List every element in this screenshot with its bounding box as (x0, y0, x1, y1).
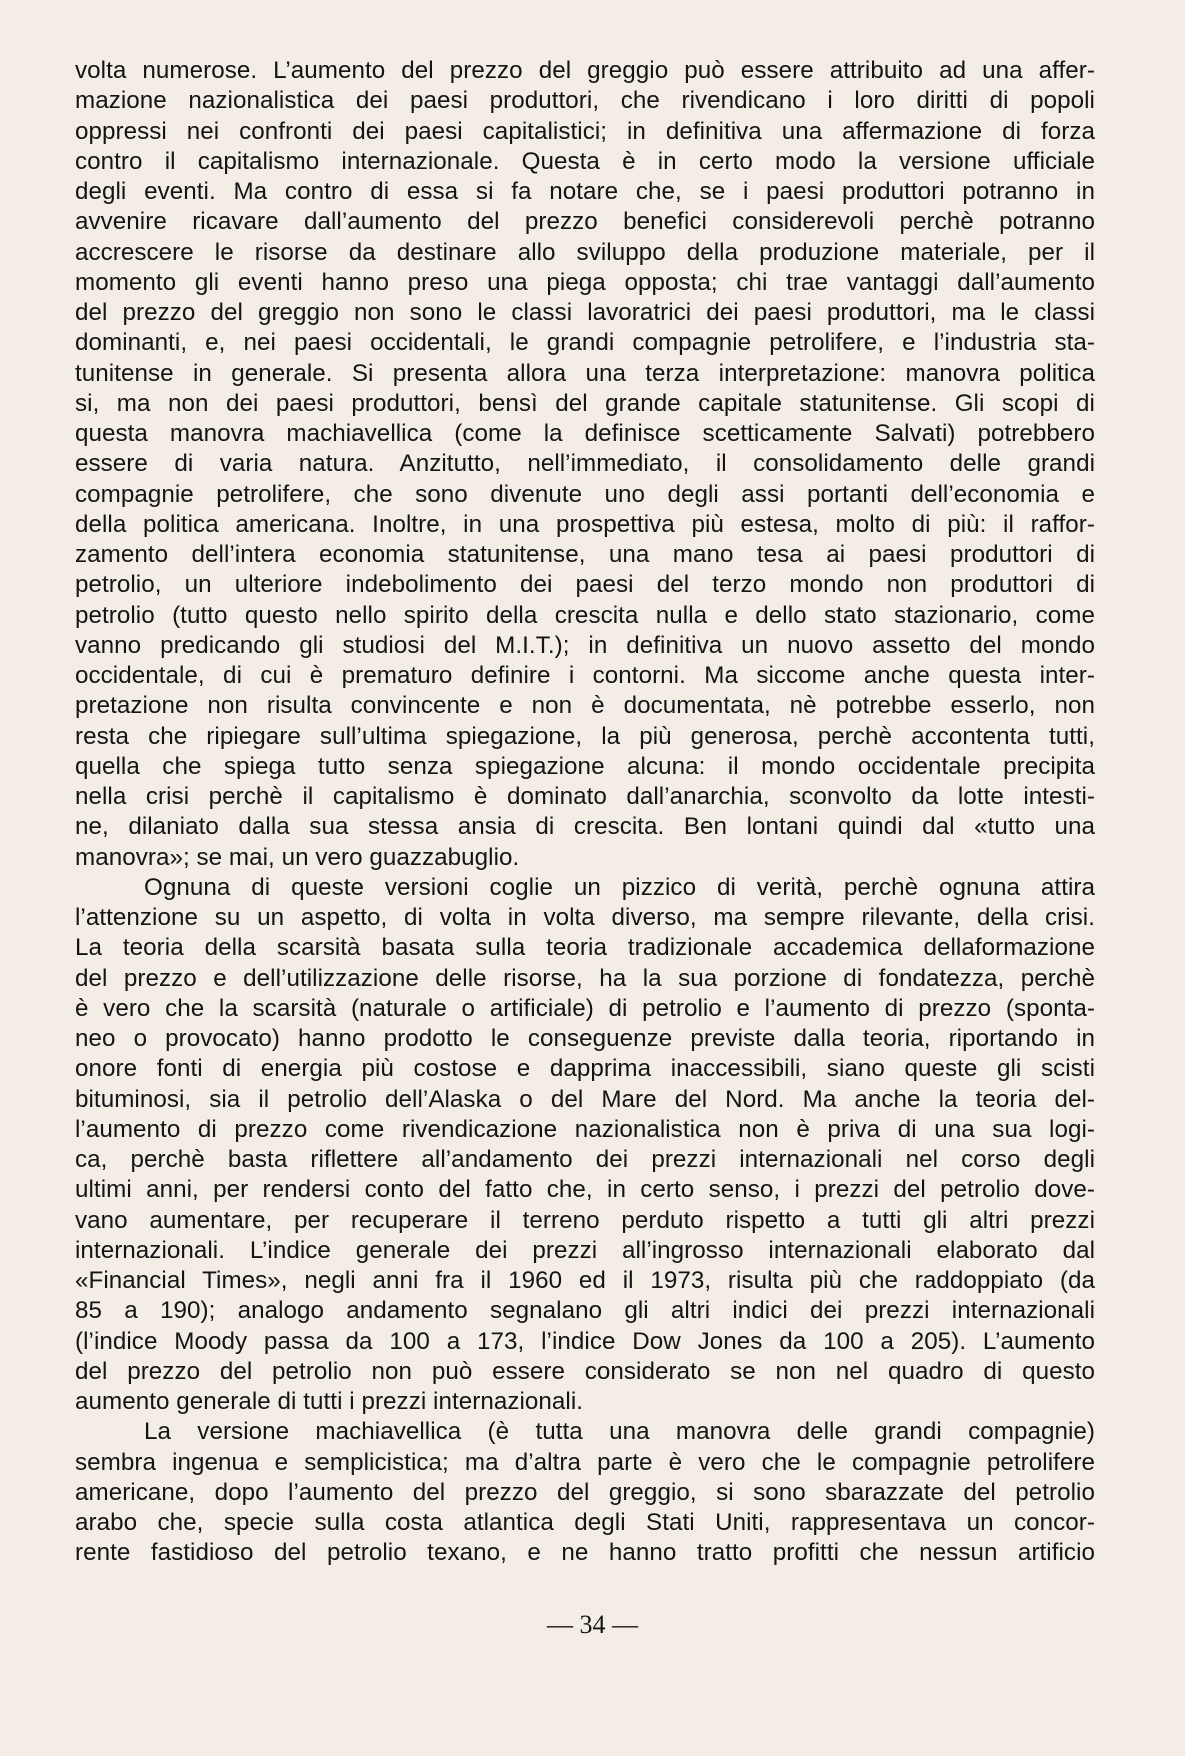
text-line: La versione machiavellica (è tutta una manovra delle grandi compagnie) (144, 1418, 1095, 1446)
text-line: sembra ingenua e semplicistica; ma d’altra parte è vero che le compagnie petrolifere (75, 1448, 1095, 1476)
text-line: 85 a 190); analogo andamento segnalano gli altri indici dei prezzi internazionali (75, 1297, 1095, 1325)
text-line: aumento generale di tutti i prezzi internazionali. (75, 1388, 584, 1415)
text-line: questa manovra machiavellica (come la definisce scetticamente Salvati) potrebbero (75, 420, 1095, 447)
text-line: americane, dopo l’aumento del prezzo del greggio, si sono sbarazzate del petrolio (75, 1478, 1095, 1506)
text-line: rente fastidioso del petrolio texano, e ne hanno tratto profitti che nessun artificio (75, 1539, 1095, 1567)
text-line: petrolio (tutto questo nello spirito della crescita nulla e dello stato stazionario, come (75, 601, 1095, 629)
text-line: contro il capitalismo internazionale. Questa è in certo modo la versione ufficiale (75, 147, 1095, 175)
text-line: zamento dell’intera economia statunitense, una mano tesa ai paesi produttori di (75, 541, 1095, 568)
text-line: è vero che la scarsità (naturale o artificiale) di petrolio e l’aumento di prezzo (sponta- (75, 994, 1095, 1022)
text-line: essere di varia natura. Anzitutto, nell’immediato, il consolidamento delle grandi (75, 450, 1095, 478)
text-line: vanno predicando gli studiosi del M.I.T.); in definitiva un nuovo assetto del mondo (75, 631, 1095, 659)
text-line: «Financial Times», negli anni fra il 1960 ed il 1973, risulta più che raddoppiato (da (75, 1267, 1095, 1294)
text-line: oppressi nei confronti dei paesi capitalistici; in definitiva una affermazione di forza (75, 117, 1095, 145)
text-line: quella che spiega tutto senza spiegazione alcuna: il mondo occidentale precipita (75, 752, 1095, 780)
text-line: Ognuna di queste versioni coglie un pizzico di verità, perchè ognuna attira (144, 873, 1095, 901)
text-line: del prezzo del greggio non sono le classi lavoratrici dei paesi produttori, ma le classi (75, 299, 1095, 326)
text-line: resta che ripiegare sull’ultima spiegazione, la più generosa, perchè accontenta tutti, (75, 722, 1095, 750)
text-line: si, ma non dei paesi produttori, bensì del grande capitale statunitense. Gli scopi di (75, 389, 1095, 417)
text-line: momento gli eventi hanno preso una piega opposta; chi trae vantaggi dall’aumento (75, 268, 1095, 296)
text-line: dominanti, e, nei paesi occidentali, le grandi compagnie petrolifere, e l’industria sta- (75, 329, 1095, 357)
page-number: — 34 — (547, 1610, 638, 1639)
text-line: ca, perchè basta riflettere all’andamento dei prezzi internazionali nel corso degli (75, 1146, 1095, 1173)
text-line: vano aumentare, per recuperare il terreno perduto rispetto a tutti gli altri prezzi (75, 1206, 1095, 1234)
text-line: del prezzo e dell’utilizzazione delle risorse, ha la sua porzione di fondatezza, perchè (75, 964, 1095, 992)
body-text (75, 56, 1095, 1569)
text-line: neo o provocato) hanno prodotto le conseguenze previste dalla teoria, riportando in (75, 1025, 1095, 1052)
text-line: La teoria della scarsità basata sulla teoria tradizionale accademica dellaformazione (75, 934, 1095, 962)
text-line: internazionali. L’indice generale dei prezzi all’ingrosso internazionali elaborato dal (75, 1236, 1095, 1264)
text-line: tunitense in generale. Si presenta allora una terza interpretazione: manovra politica (75, 359, 1095, 387)
text-line: occidentale, di cui è prematuro definire i contorni. Ma siccome anche questa inter- (75, 662, 1095, 689)
text-line: pretazione non risulta convincente e non è documentata, nè potrebbe esserlo, non (75, 692, 1095, 720)
text-line: ultimi anni, per rendersi conto del fatto che, in certo senso, i prezzi del petrolio dove- (75, 1176, 1095, 1204)
text-line: manovra»; se mai, un vero guazzabuglio. (75, 843, 520, 871)
text-line: l’attenzione su un aspetto, di volta in volta diverso, ma sempre rilevante, della crisi. (75, 904, 1095, 931)
text-line: (l’indice Moody passa da 100 a 173, l’indice Dow Jones da 100 a 205). L’aumento (75, 1327, 1095, 1355)
text-line: l’aumento di prezzo come rivendicazione nazionalistica non è priva di una sua logi- (75, 1115, 1095, 1143)
text-line: compagnie petrolifere, che sono divenute uno degli assi portanti dell’economia e (75, 480, 1095, 508)
text-line: nella crisi perchè il capitalismo è dominato dall’anarchia, sconvolto da lotte intesti- (75, 783, 1095, 810)
text-line: petrolio, un ulteriore indebolimento dei paesi del terzo mondo non produttori di (75, 571, 1095, 599)
text-line: del prezzo del petrolio non può essere considerato se non nel quadro di questo (75, 1357, 1095, 1385)
text-line: avvenire ricavare dall’aumento del prezzo benefici considerevoli perchè potranno (75, 208, 1095, 236)
text-line: mazione nazionalistica dei paesi produttori, che rivendicano i loro diritti di popoli (75, 87, 1095, 115)
text-line: arabo che, specie sulla costa atlantica degli Stati Uniti, rappresentava un concor- (75, 1509, 1095, 1536)
text-line: della politica americana. Inoltre, in una prospettiva più estesa, molto di più: il raffor- (75, 510, 1095, 538)
text-line: degli eventi. Ma contro di essa si fa notare che, se i paesi produttori potranno in (75, 178, 1095, 205)
text-line: accrescere le risorse da destinare allo sviluppo della produzione materiale, per il (75, 238, 1095, 266)
text-line: onore fonti di energia più costose e dapprima inaccessibili, siano queste gli scisti (75, 1055, 1095, 1083)
text-line: volta numerose. L’aumento del prezzo del greggio può essere attribuito ad una affer- (75, 57, 1095, 84)
text-line: ne, dilaniato dalla sua stessa ansia di crescita. Ben lontani quindi dal «tutto una (75, 813, 1095, 841)
text-line: bituminosi, sia il petrolio dell’Alaska o del Mare del Nord. Ma anche la teoria del- (75, 1085, 1095, 1113)
